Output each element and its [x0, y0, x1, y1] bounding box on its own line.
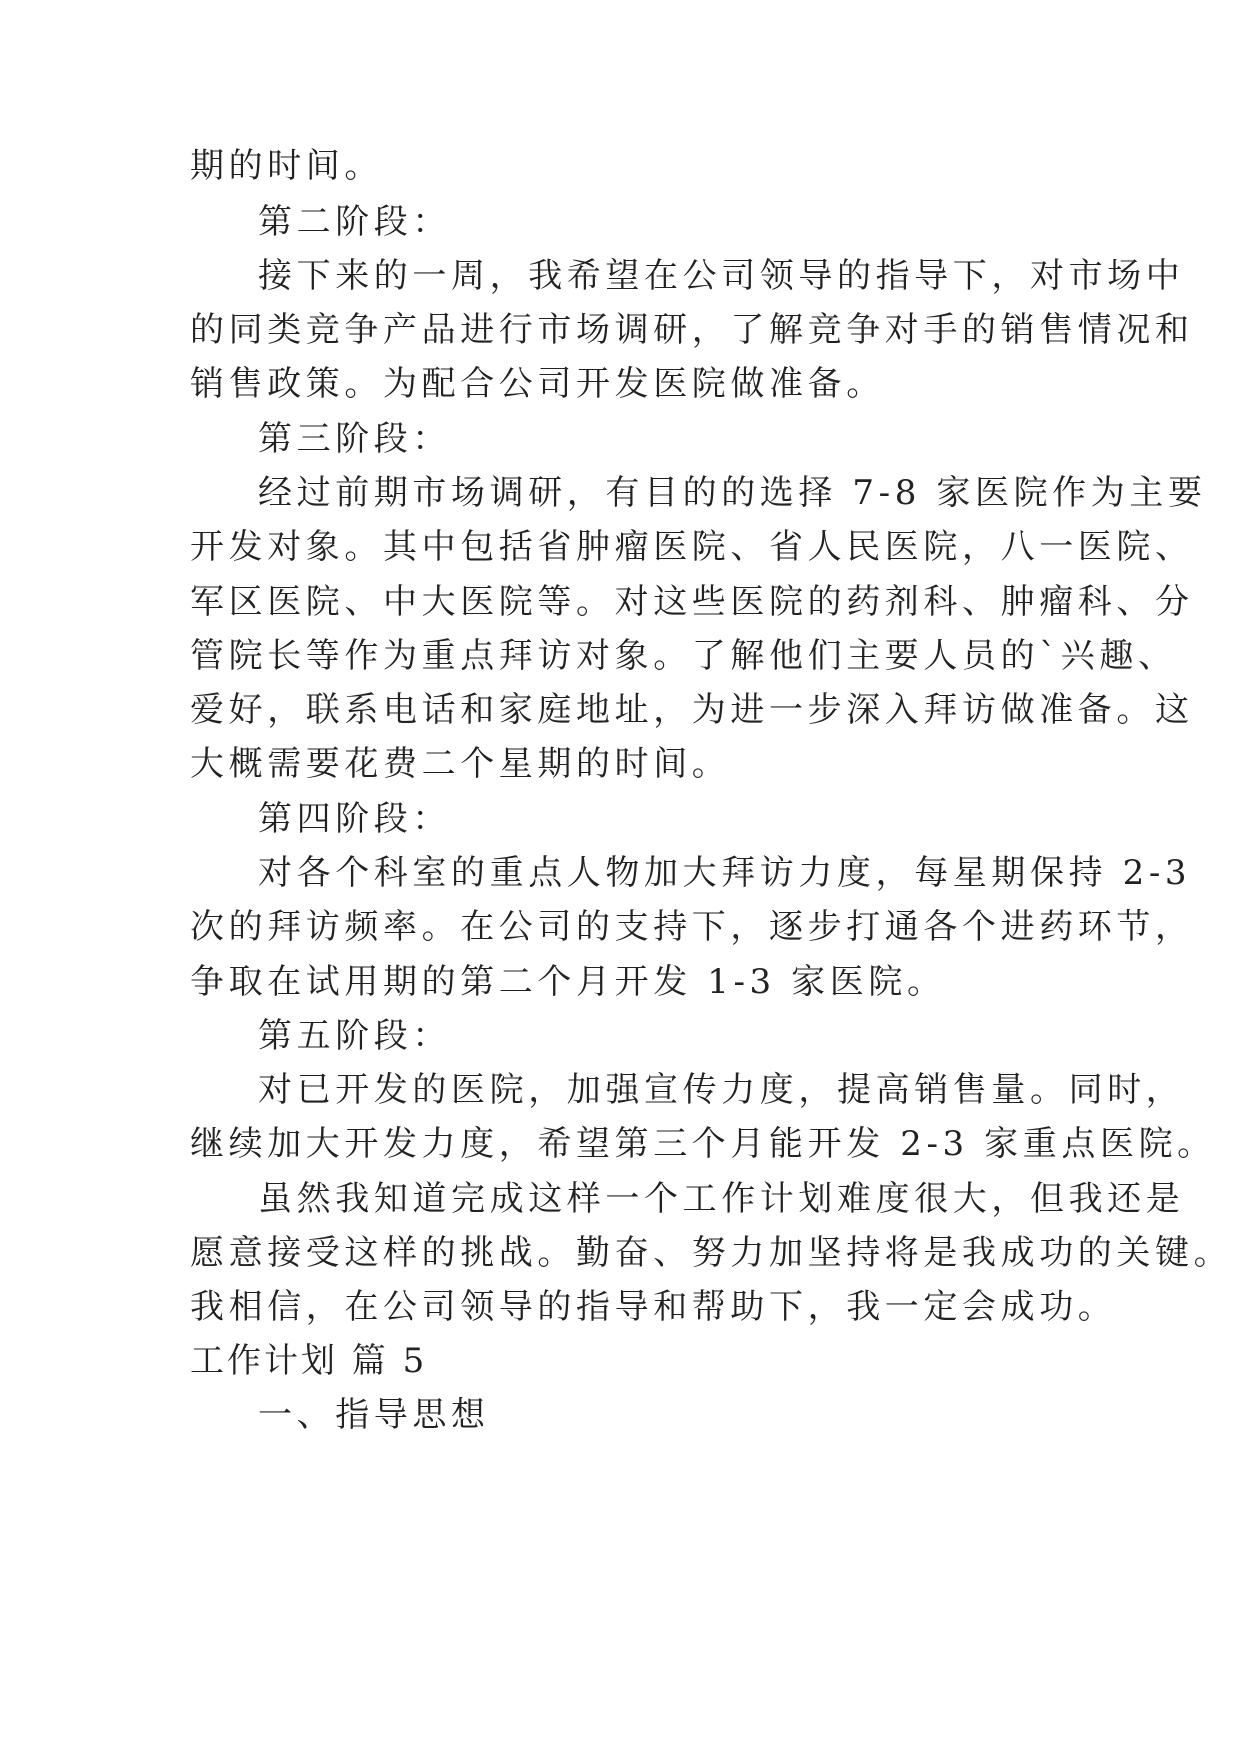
- text-line-15: 次的拜访频率。在公司的支持下，逐步打通各个进药环节，: [190, 907, 1194, 947]
- section-heading-stage-4: 第四阶段：: [258, 799, 451, 839]
- text-line-11: 爱好，联系电话和家庭地址，为进一步深入拜访做准备。这: [190, 690, 1194, 730]
- text-line-7: 经过前期市场调研，有目的的选择 7-8 家医院作为主要: [258, 473, 1207, 513]
- text-line-10: 管院长等作为重点拜访对象。了解他们主要人员的`兴趣、: [190, 636, 1177, 676]
- text-line-14: 对各个科室的重点人物加大拜访力度，每星期保持 2-3: [258, 853, 1192, 893]
- section-heading-stage-5: 第五阶段：: [258, 1016, 451, 1056]
- text-line-22: 我相信，在公司领导的指导和帮助下，我一定会成功。: [190, 1287, 1117, 1327]
- text-line-18: 对已开发的医院，加强宣传力度，提高销售量。同时，: [258, 1070, 1185, 1110]
- text-line-3: 接下来的一周，我希望在公司领导的指导下，对市场中: [258, 256, 1185, 296]
- section-heading-guiding-thought: 一、指导思想: [258, 1395, 490, 1435]
- text-line-16: 争取在试用期的第二个月开发 1-3 家医院。: [190, 962, 946, 1002]
- text-line-5: 销售政策。为配合公司开发医院做准备。: [190, 364, 885, 404]
- text-line-12: 大概需要花费二个星期的时间。: [190, 744, 731, 784]
- text-line-19: 继续加大开发力度，希望第三个月能开发 2-3 家重点医院。: [190, 1124, 1216, 1164]
- text-line-21: 愿意接受这样的挑战。勤奋、努力加坚持将是我成功的关键。: [190, 1233, 1233, 1273]
- text-line-9: 军区医院、中大医院等。对这些医院的药剂科、肿瘤科、分: [190, 582, 1194, 622]
- text-line-20: 虽然我知道完成这样一个工作计划难度很大，但我还是: [258, 1179, 1185, 1219]
- section-heading-stage-2: 第二阶段：: [258, 202, 451, 242]
- text-line-1: 期的时间。: [190, 146, 383, 186]
- text-line-4: 的同类竞争产品进行市场调研，了解竞争对手的销售情况和: [190, 310, 1194, 350]
- section-heading-stage-3: 第三阶段：: [258, 419, 451, 459]
- text-line-8: 开发对象。其中包括省肿瘤医院、省人民医院，八一医院、: [190, 527, 1194, 567]
- section-title-plan-5: 工作计划 篇 5: [190, 1341, 428, 1381]
